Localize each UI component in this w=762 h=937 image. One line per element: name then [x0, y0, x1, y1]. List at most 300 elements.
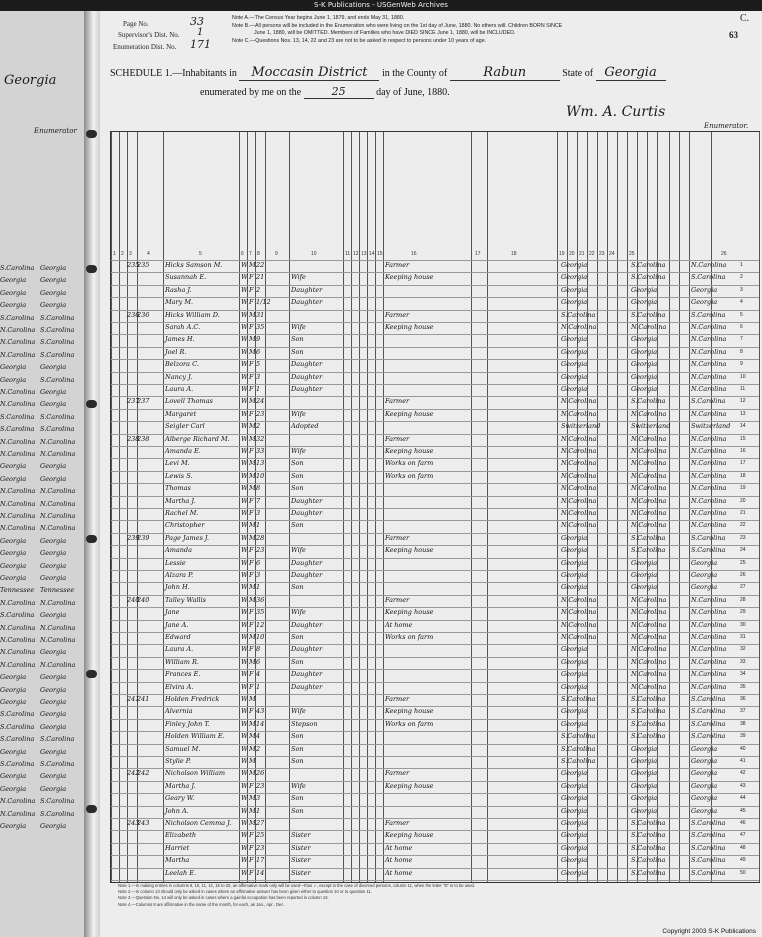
- left-birthplace-mother: Georgia: [40, 611, 67, 620]
- cell-age: 8: [256, 645, 261, 654]
- left-page-row: [0, 586, 84, 594]
- cell-dwelling-number: 240: [127, 595, 140, 604]
- row-number: 25: [740, 559, 746, 566]
- row-number: 38: [740, 720, 746, 727]
- cell-color: W: [241, 484, 248, 493]
- left-birthplace-mother: Georgia: [40, 536, 67, 545]
- left-birthplace-mother: N.Carolina: [40, 487, 76, 496]
- left-page-row: [0, 549, 84, 557]
- cell-person-name: Finley John T.: [165, 719, 210, 728]
- cell-birthplace-person: Georgia: [561, 583, 588, 592]
- cell-relationship: Wife: [291, 546, 306, 555]
- left-page-row: [0, 797, 84, 805]
- cell-sex: M: [249, 422, 256, 431]
- cell-birthplace-mother: S.Carolina: [691, 533, 726, 542]
- left-birthplace-father: S.Carolina: [0, 760, 35, 768]
- cell-person-name: Lovell Thomas: [165, 397, 213, 406]
- cell-color: W: [241, 447, 248, 455]
- cell-person-name: Christopher: [165, 521, 205, 530]
- cell-birthplace-mother: N.Carolina: [691, 261, 727, 269]
- cell-birthplace-mother: S.Carolina: [691, 831, 726, 840]
- cell-relationship: Daughter: [291, 496, 323, 505]
- column-number: 8: [257, 251, 260, 257]
- cell-relationship: Son: [291, 484, 304, 493]
- cell-relationship: Son: [291, 657, 304, 666]
- cell-birthplace-mother: S.Carolina: [691, 695, 726, 703]
- left-birthplace-father: Georgia: [0, 747, 27, 756]
- cell-age: 2: [256, 744, 261, 753]
- column-number: 24: [609, 251, 615, 257]
- footnotes: [118, 883, 738, 908]
- cell-person-name: John A.: [165, 806, 189, 815]
- cell-person-name: Nicholson William: [165, 769, 226, 778]
- cell-age: 3: [256, 571, 261, 579]
- left-birthplace-mother: N.Carolina: [40, 450, 76, 458]
- cell-occupation: Keeping house: [385, 608, 434, 617]
- cell-occupation: Farmer: [385, 310, 410, 319]
- cell-relationship: Son: [291, 732, 304, 741]
- cell-age: 6: [256, 347, 261, 356]
- cell-birthplace-person: S.Carolina: [561, 757, 596, 765]
- cell-color: W: [241, 670, 248, 679]
- cell-birthplace-person: Georgia: [561, 347, 588, 356]
- cell-sex: M: [249, 434, 256, 443]
- cell-sex: F: [249, 707, 254, 716]
- column-number: 7: [249, 251, 252, 257]
- left-birthplace-father: S.Carolina: [0, 313, 35, 322]
- cell-person-name: Alvernia: [165, 707, 193, 716]
- column-number: 9: [275, 251, 278, 257]
- left-birthplace-mother: Georgia: [40, 722, 67, 731]
- cell-occupation: Farmer: [385, 434, 410, 443]
- cell-occupation: Works on farm: [385, 633, 434, 641]
- cell-person-name: Elvira A.: [165, 682, 194, 691]
- column-number: 10: [311, 251, 317, 257]
- left-birthplace-mother: Georgia: [40, 574, 67, 582]
- cell-birthplace-person: S.Carolina: [561, 744, 596, 753]
- cell-relationship: Son: [291, 459, 304, 468]
- cell-birthplace-person: N.Carolina: [561, 620, 597, 629]
- cell-birthplace-person: N.Carolina: [561, 409, 597, 418]
- column-number: 3: [129, 251, 132, 257]
- cell-birthplace-mother: N.Carolina: [691, 360, 727, 369]
- left-birthplace-mother: Georgia: [40, 822, 67, 830]
- cell-birthplace-person: Georgia: [561, 719, 588, 728]
- cell-birthplace-father: Georgia: [631, 360, 658, 369]
- cell-color: W: [241, 310, 248, 319]
- cell-birthplace-mother: N.Carolina: [691, 459, 727, 468]
- cell-age: 14: [256, 719, 265, 728]
- cell-relationship: Son: [291, 794, 304, 803]
- left-page-row: [0, 822, 84, 830]
- footnote-2: Note 2.—In column 13 should only be asked in cases where an affirmative answer has been given either to question 10 or to question 11.: [118, 889, 373, 895]
- note-c: Note C.—Questions Nos. 13, 14, 22 and 23 are not to be asked in respect to persons under 10 years of age.: [232, 37, 487, 44]
- cell-age: 3: [256, 509, 261, 517]
- cell-person-name: Talley Wallis: [165, 595, 207, 604]
- cell-birthplace-person: N.Carolina: [561, 459, 597, 468]
- cell-sex: M: [249, 310, 256, 319]
- column-number: 25: [629, 251, 635, 257]
- cell-person-name: Alberge Richard M.: [165, 434, 230, 443]
- cell-person-name: Joel R.: [165, 347, 187, 356]
- cell-color: W: [241, 856, 248, 865]
- row-number: 47: [740, 832, 746, 839]
- stamp-number: 63: [729, 30, 738, 40]
- cell-person-name: Mary M.: [165, 298, 194, 307]
- cell-relationship: Wife: [291, 409, 306, 418]
- cell-relationship: Daughter: [291, 620, 323, 629]
- column-number: 11: [345, 251, 351, 257]
- cell-sex: M: [249, 695, 256, 703]
- left-birthplace-father: S.Carolina: [0, 710, 35, 719]
- enumeration-label: Enumeration Dist. No.: [113, 43, 177, 51]
- cell-sex: M: [249, 732, 256, 741]
- cell-birthplace-father: S.Carolina: [631, 310, 666, 319]
- cell-birthplace-person: Georgia: [561, 645, 588, 654]
- cell-birthplace-person: Georgia: [561, 298, 588, 307]
- cell-birthplace-mother: S.Carolina: [691, 707, 726, 716]
- cell-person-name: Alzara P.: [165, 571, 194, 579]
- left-page-row: [0, 512, 84, 520]
- cell-birthplace-father: N.Carolina: [631, 595, 667, 604]
- cell-sex: M: [249, 819, 256, 827]
- cell-birthplace-person: N.Carolina: [561, 509, 597, 517]
- left-page-row: [0, 698, 84, 706]
- cell-age: 12: [256, 620, 265, 629]
- cell-dwelling-number: 236: [127, 310, 140, 319]
- cell-sex: M: [249, 744, 256, 753]
- cell-person-name: Leelah E.: [165, 868, 197, 877]
- row-number: 12: [740, 398, 746, 405]
- left-page-row: [0, 301, 84, 309]
- left-birthplace-father: Tennessee: [0, 586, 35, 595]
- cell-color: W: [241, 595, 248, 604]
- row-number: 48: [740, 844, 746, 851]
- cell-sex: F: [249, 571, 254, 579]
- cell-sex: F: [249, 285, 254, 294]
- cell-birthplace-mother: S.Carolina: [691, 843, 726, 852]
- cell-relationship: Daughter: [291, 509, 323, 517]
- cell-birthplace-person: Georgia: [561, 335, 588, 344]
- schedule-line: [110, 65, 666, 81]
- column-number: 20: [569, 251, 575, 257]
- cell-birthplace-person: Georgia: [561, 682, 588, 691]
- cell-birthplace-mother: N.Carolina: [691, 347, 727, 356]
- cell-age: 10: [256, 471, 265, 480]
- cell-birthplace-father: Georgia: [631, 385, 658, 393]
- cell-relationship: Wife: [291, 323, 306, 331]
- sheet-letter: C.: [740, 13, 750, 24]
- left-page-row: [0, 636, 84, 644]
- cell-birthplace-father: S.Carolina: [631, 868, 666, 877]
- cell-person-name: James H.: [165, 335, 195, 344]
- archive-banner-text: S-K Publications - USGenWeb Archives: [314, 1, 448, 9]
- left-birthplace-father: Georgia: [0, 784, 27, 793]
- cell-sex: M: [249, 397, 256, 406]
- row-number: 24: [740, 547, 746, 554]
- left-birthplace-mother: Georgia: [40, 561, 67, 570]
- left-page-row: [0, 611, 84, 619]
- cell-age: 5: [256, 360, 261, 369]
- left-page-row: [0, 661, 84, 669]
- left-birthplace-father: Georgia: [0, 536, 27, 545]
- enumerated-line: [200, 85, 450, 99]
- row-rule: [111, 880, 759, 881]
- left-birthplace-mother: Georgia: [40, 549, 67, 558]
- cell-color: W: [241, 471, 248, 480]
- cell-birthplace-mother: N.Carolina: [691, 385, 727, 393]
- cell-age: 33: [256, 447, 265, 455]
- cell-birthplace-father: Georgia: [631, 781, 658, 790]
- cell-sex: M: [249, 347, 256, 356]
- row-number: 26: [740, 572, 746, 578]
- left-birthplace-father: N.Carolina: [0, 512, 36, 520]
- column-header-block: [111, 132, 759, 261]
- cell-relationship: Son: [291, 806, 304, 815]
- left-birthplace-father: S.Carolina: [0, 425, 35, 434]
- cell-birthplace-father: S.Carolina: [631, 273, 666, 282]
- left-page-row: [0, 475, 84, 483]
- cell-family-number: 241: [137, 695, 150, 703]
- row-number: 46: [740, 820, 746, 826]
- cell-color: W: [241, 422, 248, 431]
- cell-color: W: [241, 657, 248, 666]
- cell-sex: F: [249, 620, 254, 629]
- cell-age: 3: [256, 372, 261, 381]
- cell-birthplace-person: Georgia: [561, 558, 588, 567]
- cell-birthplace-father: S.Carolina: [631, 719, 666, 728]
- left-page-row: [0, 723, 84, 731]
- cell-birthplace-father: N.Carolina: [631, 670, 667, 679]
- cell-color: W: [241, 273, 248, 282]
- cell-relationship: Sister: [291, 868, 311, 877]
- left-page-row: [0, 438, 84, 446]
- row-number: 36: [740, 696, 746, 702]
- cell-person-name: Harriet: [165, 843, 190, 852]
- cell-age: 21: [256, 273, 265, 282]
- cell-sex: M: [249, 657, 256, 666]
- cell-occupation: At home: [385, 620, 413, 629]
- cell-dwelling-number: 239: [127, 533, 140, 542]
- cell-relationship: Daughter: [291, 682, 323, 691]
- cell-family-number: 239: [137, 533, 150, 542]
- column-number: 1: [113, 251, 116, 257]
- left-birthplace-father: N.Carolina: [0, 636, 36, 644]
- left-birthplace-father: N.Carolina: [0, 388, 36, 396]
- cell-birthplace-person: Switzerland: [561, 422, 601, 431]
- cell-sex: F: [249, 608, 254, 617]
- cell-birthplace-father: N.Carolina: [631, 323, 667, 331]
- row-number: 29: [740, 609, 746, 616]
- cell-birthplace-mother: S.Carolina: [691, 546, 726, 555]
- left-birthplace-mother: S.Carolina: [40, 350, 75, 359]
- cell-occupation: Farmer: [385, 397, 410, 406]
- note-a: Note A.—The Census Year begins June 1, 1879, and ends May 31, 1880.: [232, 15, 405, 21]
- cell-age: 1: [256, 583, 261, 592]
- cell-person-name: Levi M.: [165, 459, 190, 468]
- left-birthplace-father: S.Carolina: [0, 264, 35, 272]
- row-number: 17: [740, 460, 746, 467]
- cell-age: 1: [256, 521, 261, 530]
- cell-age: 31: [256, 310, 265, 319]
- cell-birthplace-father: S.Carolina: [631, 732, 666, 741]
- cell-birthplace-person: N.Carolina: [561, 595, 597, 604]
- cell-birthplace-mother: N.Carolina: [691, 471, 727, 480]
- cell-birthplace-mother: Georgia: [691, 558, 718, 567]
- cell-birthplace-father: S.Carolina: [631, 397, 666, 406]
- cell-color: W: [241, 633, 248, 641]
- cell-birthplace-mother: Georgia: [691, 806, 718, 815]
- cell-color: W: [241, 868, 248, 877]
- column-number: 16: [411, 251, 417, 257]
- left-birthplace-father: S.Carolina: [0, 412, 35, 421]
- left-birthplace-father: N.Carolina: [0, 648, 36, 657]
- cell-sex: F: [249, 856, 254, 865]
- cell-person-name: Martha: [165, 856, 190, 865]
- row-number: 50: [740, 869, 746, 876]
- cell-age: 10: [256, 633, 265, 641]
- cell-dwelling-number: 238: [127, 434, 140, 443]
- cell-occupation: Keeping house: [385, 831, 434, 840]
- cell-birthplace-mother: Georgia: [691, 744, 718, 753]
- cell-age: 22: [256, 261, 265, 269]
- binder-ring: [86, 130, 97, 138]
- cell-color: W: [241, 409, 248, 418]
- row-number: 45: [740, 807, 746, 814]
- row-number: 16: [740, 448, 746, 454]
- left-birthplace-mother: Georgia: [40, 772, 67, 781]
- cell-dwelling-number: 242: [127, 769, 140, 778]
- cell-birthplace-father: S.Carolina: [631, 819, 666, 827]
- cell-occupation: Works on farm: [385, 459, 434, 468]
- left-birthplace-mother: N.Carolina: [40, 499, 76, 508]
- left-birthplace-father: Georgia: [0, 685, 27, 694]
- cell-sex: M: [249, 769, 256, 778]
- cell-birthplace-person: Georgia: [561, 831, 588, 840]
- left-birthplace-mother: Georgia: [40, 301, 67, 310]
- left-page-row: [0, 264, 84, 272]
- cell-birthplace-father: N.Carolina: [631, 620, 667, 629]
- left-birthplace-father: S.Carolina: [0, 611, 35, 620]
- left-birthplace-mother: Georgia: [40, 784, 67, 793]
- left-page-row: [0, 376, 84, 384]
- cell-age: 24: [256, 397, 265, 406]
- left-page-row: [0, 388, 84, 396]
- cell-person-name: John H.: [165, 583, 190, 592]
- cell-occupation: At home: [385, 843, 413, 852]
- cell-occupation: Keeping house: [385, 447, 434, 455]
- cell-sex: F: [249, 496, 254, 505]
- cell-relationship: Adopted: [291, 422, 319, 431]
- cell-age: 28: [256, 533, 265, 542]
- state-value: Georgia: [596, 65, 666, 81]
- cell-birthplace-father: Georgia: [631, 298, 658, 307]
- left-page-row: [0, 462, 84, 470]
- cell-person-name: William R.: [165, 657, 199, 666]
- cell-birthplace-mother: N.Carolina: [691, 509, 727, 517]
- cell-color: W: [241, 509, 248, 517]
- cell-occupation: Farmer: [385, 695, 410, 703]
- cell-sex: F: [249, 546, 254, 555]
- row-number: 21: [740, 510, 746, 516]
- left-page-row: [0, 785, 84, 793]
- left-page-row: [0, 624, 84, 632]
- binder-ring: [86, 400, 97, 408]
- cell-birthplace-mother: Georgia: [691, 769, 718, 778]
- enumerator-signature: Wm. A. Curtis: [566, 104, 666, 120]
- column-number: 4: [147, 251, 150, 257]
- left-birthplace-father: N.Carolina: [0, 598, 36, 607]
- cell-sex: M: [249, 335, 256, 344]
- cell-relationship: Sister: [291, 831, 311, 840]
- cell-age: 7: [256, 496, 261, 505]
- left-birthplace-father: N.Carolina: [0, 524, 36, 533]
- cell-birthplace-mother: N.Carolina: [691, 608, 727, 617]
- cell-birthplace-father: Georgia: [631, 372, 658, 381]
- cell-age: 1: [256, 385, 261, 393]
- cell-color: W: [241, 323, 248, 331]
- cell-relationship: Son: [291, 347, 304, 356]
- cell-person-name: Jane: [165, 608, 180, 617]
- left-birthplace-mother: S.Carolina: [40, 313, 75, 322]
- column-number: 5: [199, 251, 202, 257]
- cell-birthplace-mother: N.Carolina: [691, 323, 727, 331]
- left-birthplace-mother: Georgia: [40, 276, 67, 285]
- cell-birthplace-mother: N.Carolina: [691, 409, 727, 418]
- enumeration-value: 171: [190, 38, 211, 51]
- cell-birthplace-person: S.Carolina: [561, 695, 596, 703]
- column-number: 2: [121, 251, 124, 257]
- binder-ring: [86, 535, 97, 543]
- cell-family-number: 238: [137, 434, 150, 443]
- cell-color: W: [241, 719, 248, 728]
- left-birthplace-father: Georgia: [0, 375, 27, 384]
- cell-birthplace-person: N.Carolina: [561, 434, 597, 443]
- cell-relationship: Son: [291, 335, 304, 344]
- cell-birthplace-person: Georgia: [561, 806, 588, 815]
- cell-birthplace-person: N.Carolina: [561, 633, 597, 641]
- cell-person-name: Rachel M.: [165, 509, 199, 517]
- cell-birthplace-father: N.Carolina: [631, 447, 667, 455]
- cell-person-name: Seigler Carl: [165, 422, 205, 431]
- cell-birthplace-person: Georgia: [561, 360, 588, 369]
- cell-relationship: Wife: [291, 781, 306, 790]
- cell-relationship: Wife: [291, 447, 306, 455]
- cell-age: 8: [256, 484, 261, 493]
- left-page-row: [0, 574, 84, 582]
- column-number: 21: [579, 251, 585, 257]
- cell-birthplace-mother: N.Carolina: [691, 670, 727, 679]
- cell-family-number: 242: [137, 769, 150, 778]
- cell-age: 17: [256, 856, 265, 865]
- cell-birthplace-father: N.Carolina: [631, 645, 667, 654]
- row-number: 19: [740, 485, 746, 492]
- cell-person-name: Lessie: [165, 558, 186, 567]
- left-birthplace-mother: Georgia: [40, 462, 67, 471]
- table-row: [111, 868, 759, 880]
- row-number: 10: [740, 373, 746, 380]
- cell-birthplace-person: N.Carolina: [561, 471, 597, 480]
- cell-occupation: Keeping house: [385, 546, 434, 555]
- left-birthplace-mother: Georgia: [40, 673, 67, 682]
- row-number: 3: [740, 286, 743, 293]
- row-number: 11: [740, 386, 746, 392]
- cell-color: W: [241, 695, 248, 703]
- row-number: 20: [740, 497, 746, 504]
- row-number: 31: [740, 634, 746, 640]
- row-number: 8: [740, 348, 743, 355]
- supervisor-value: 1: [197, 27, 204, 38]
